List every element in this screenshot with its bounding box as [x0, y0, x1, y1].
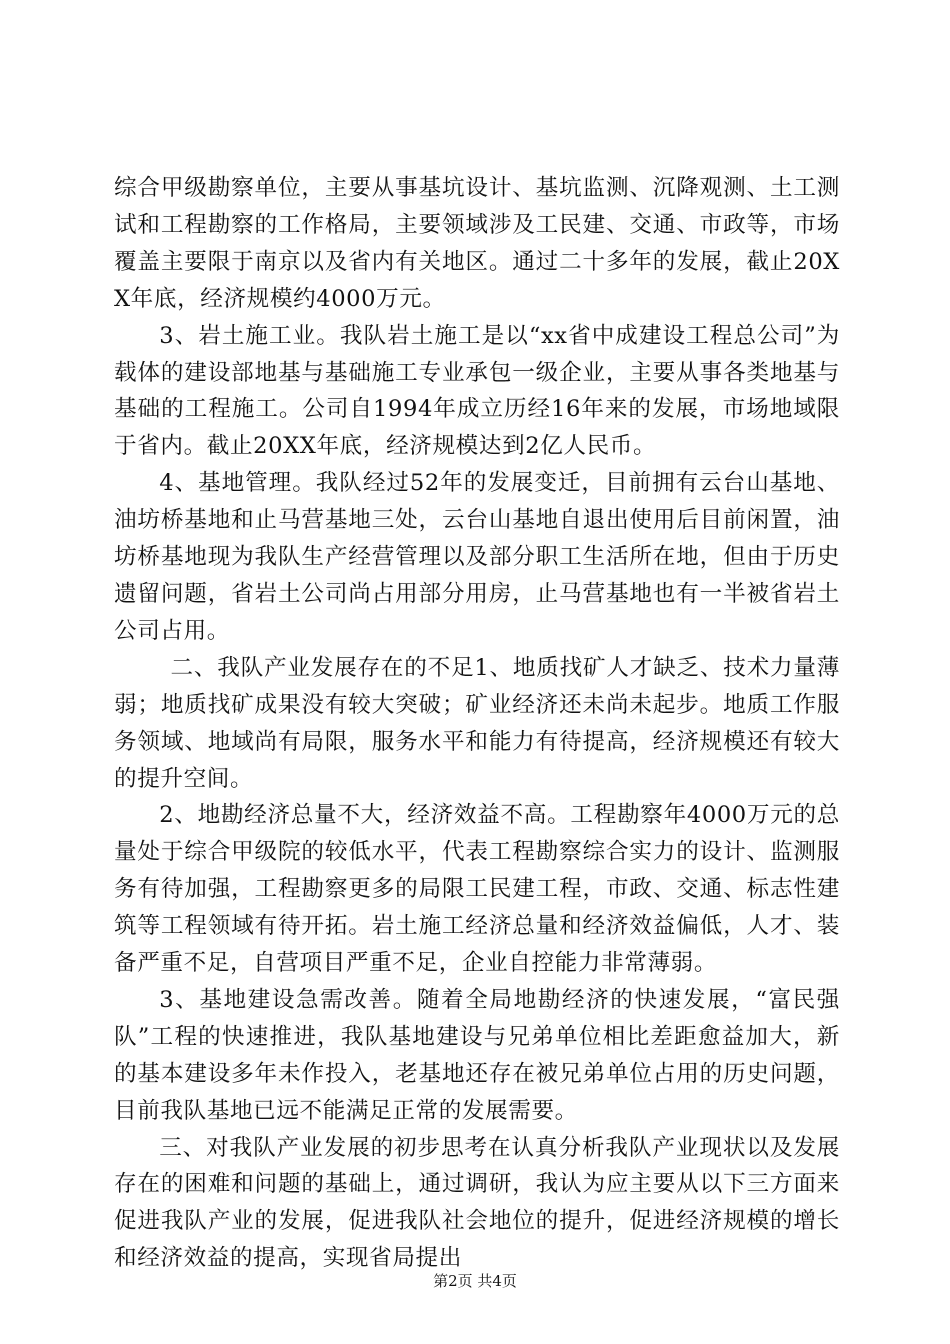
paragraph-geotechnical-construction: 3、岩土施工业。我队岩土施工是以“xx省中成建设工程总公司”为载体的建设部地基与基础施工专业承包一级企业，主要从事各类地基与基础的工程施工。公司自1994年成立历经16年来的发展，市场地域限于省内。截止20XX年底，经济规模达到2亿人民币。: [114, 322, 840, 460]
paragraph-thoughts: 三、对我队产业发展的初步思考在认真分析我队产业现状以及发展存在的困难和问题的基础上，通过调研，我认为应主要从以下三方面来促进我队产业的发展，促进我队社会地位的提升，促进经济规模的增长和经济效益的提高，实现省局提出: [114, 1134, 840, 1272]
paragraph-base-management: 4、基地管理。我队经过52年的发展变迁，目前拥有云台山基地、油坊桥基地和止马营基地三处，云台山基地自退出使用后目前闲置，油坊桥基地现为我队生产经营管理以及部分职工生活所在地，但由于历史遗留问题，省岩土公司尚占用部分用房，止马营基地也有一半被省岩土公司占用。: [114, 470, 840, 644]
paragraph-shortcomings: 二、我队产业发展存在的不足1、地质找矿人才缺乏、技术力量薄弱；地质找矿成果没有较大突破；矿业经济还未尚未起步。地质工作服务领域、地域尚有局限，服务水平和能力有待提高，经济规模还有较大的提升空间。: [114, 654, 840, 792]
page-number-footer: 第2页 共4页: [433, 1272, 517, 1290]
paragraph-continuation: 综合甲级勘察单位，主要从事基坑设计、基坑监测、沉降观测、土工测试和工程勘察的工作格局，主要领域涉及工民建、交通、市政等，市场覆盖主要限于南京以及省内有关地区。通过二十多年的发展，截止20XX年底，经济规模约4000万元。: [114, 175, 840, 312]
paragraph-base-construction: 3、基地建设急需改善。随着全局地勘经济的快速发展，“富民强队”工程的快速推进，我队基地建设与兄弟单位相比差距愈益加大，新的基本建设多年未作投入，老基地还存在被兄弟单位占用的历史问题，目前我队基地已远不能满足正常的发展需要。: [114, 986, 840, 1124]
paragraph-economy-scale: 2、地勘经济总量不大，经济效益不高。工程勘察年4000万元的总量处于综合甲级院的较低水平，代表工程勘察综合实力的设计、监测服务有待加强，工程勘察更多的局限工民建工程，市政、交通、标志性建筑等工程领域有待开拓。岩土施工经济总量和经济效益偏低，人才、装备严重不足，自营项目严重不足，企业自控能力非常薄弱。: [114, 802, 840, 977]
document-body: [114, 170, 840, 1277]
